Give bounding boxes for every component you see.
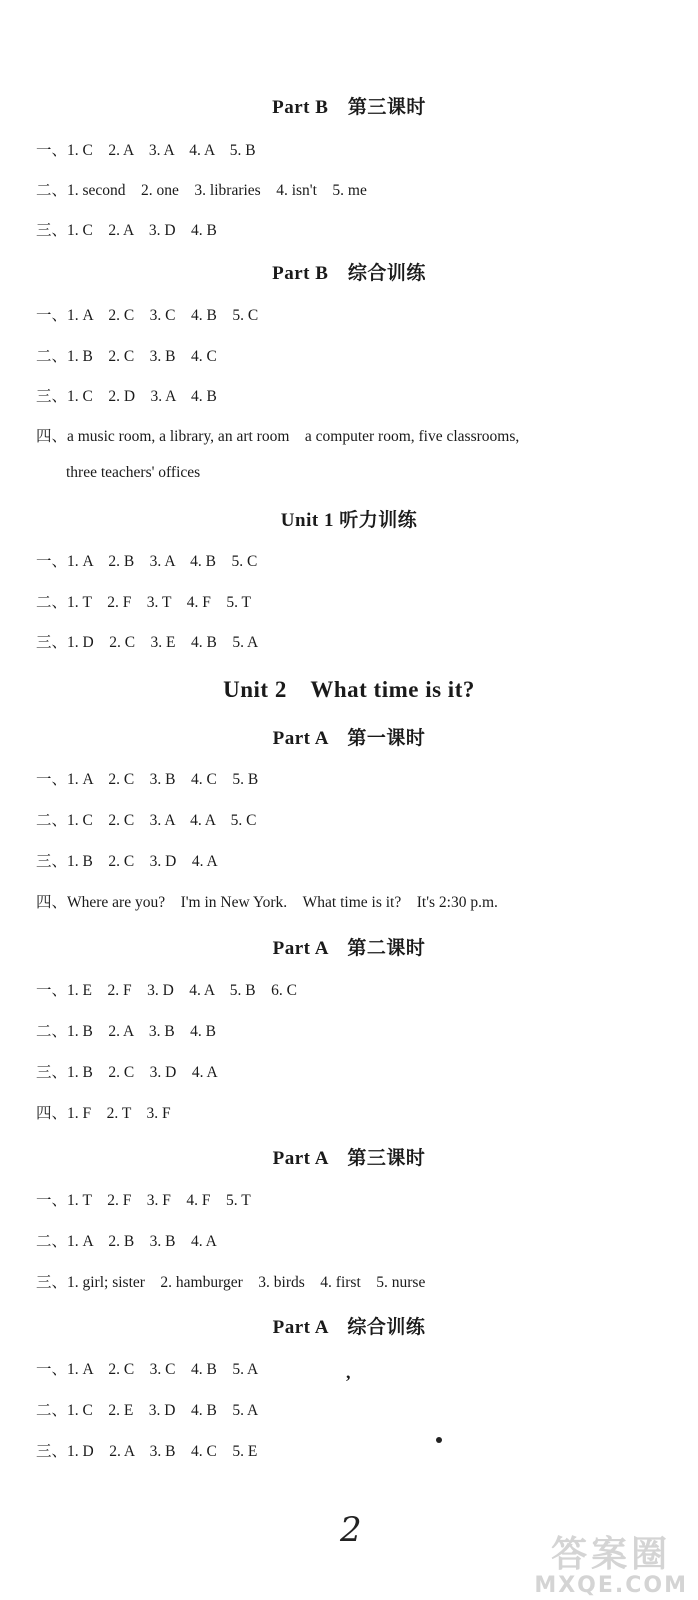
ink-dot [436,1437,442,1443]
section-heading: Part B 综合训练 [272,263,426,284]
answer-line: 一、1. A 2. C 3. C 4. B 5. C [36,307,259,324]
answer-line: 三、1. C 2. A 3. D 4. B [36,222,217,239]
answer-line: 三、1. girl; sister 2. hamburger 3. birds 4. first 5. nurse [36,1274,426,1291]
answer-line: 三、1. B 2. C 3. D 4. A [36,853,218,870]
answer-line: 二、1. C 2. E 3. D 4. B 5. A [36,1402,259,1419]
answer-line: 二、1. A 2. B 3. B 4. A [36,1233,217,1250]
answer-line: 二、1. C 2. C 3. A 4. A 5. C [36,812,257,829]
answer-line: 四、a music room, a library, an art room a computer room, five classrooms, [36,428,520,445]
section-heading: Part A 第一课时 [272,728,426,749]
watermark-logo [534,1526,688,1598]
answer-line: 一、1. C 2. A 3. A 4. A 5. B [36,142,256,159]
answer-line: 四、Where are you? I'm in New York. What time is it? It's 2:30 p.m. [36,894,498,911]
watermark-url: MXQE.COM [534,1573,688,1598]
answer-line: 三、1. D 2. C 3. E 4. B 5. A [36,634,259,651]
answer-line: 二、1. T 2. F 3. T 4. F 5. T [36,594,252,611]
section-heading: Part B 第三课时 [272,97,426,118]
answer-line: 三、1. D 2. A 3. B 4. C 5. E [36,1443,258,1460]
answer-line: 一、1. A 2. C 3. C 4. B 5. A [36,1361,259,1378]
stray-ink-mark: , [346,1362,351,1382]
section-heading: Part A 第三课时 [272,1148,426,1169]
answer-line: 二、1. second 2. one 3. libraries 4. isn't 5. me [36,182,367,199]
answer-line: 二、1. B 2. A 3. B 4. B [36,1023,216,1040]
answer-line: 二、1. B 2. C 3. B 4. C [36,348,217,365]
answer-line: 一、1. A 2. B 3. A 4. B 5. C [36,553,258,570]
answer-line: 四、1. F 2. T 3. F [36,1105,171,1122]
section-heading: Part A 第二课时 [272,938,426,959]
section-heading: Unit 1 听力训练 [280,510,418,531]
answer-line-continued: three teachers' offices [66,464,201,481]
answer-line: 三、1. B 2. C 3. D 4. A [36,1064,218,1081]
answer-line: 一、1. E 2. F 3. D 4. A 5. B 6. C [36,982,297,999]
page-number-mark: 2 [340,1510,362,1550]
watermark-title: 答案圈 [551,1534,672,1575]
unit-title: Unit 2 What time is it? [223,677,475,702]
answer-line: 三、1. C 2. D 3. A 4. B [36,388,217,405]
section-heading: Part A 综合训练 [272,1317,426,1338]
answer-line: 一、1. T 2. F 3. F 4. F 5. T [36,1192,251,1209]
answer-line: 一、1. A 2. C 3. B 4. C 5. B [36,771,259,788]
